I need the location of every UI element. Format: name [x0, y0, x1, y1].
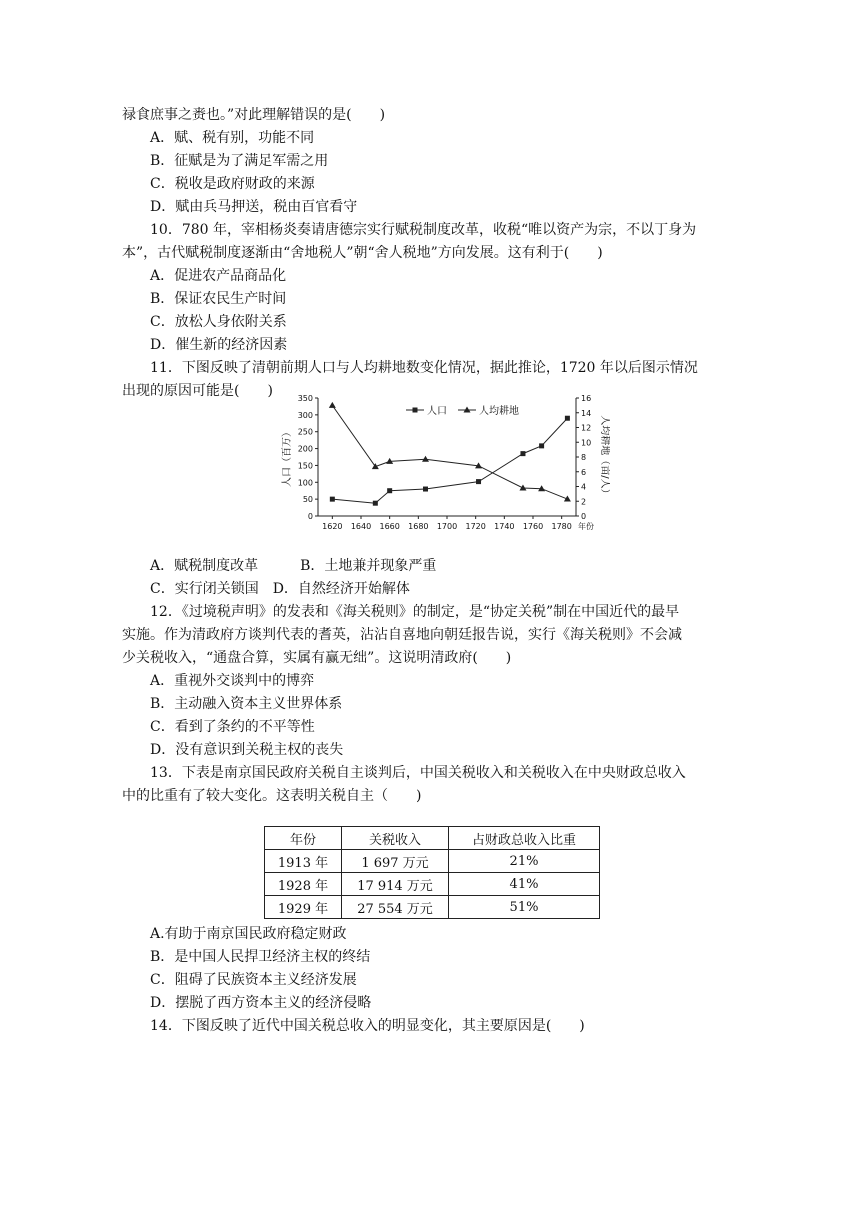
q13-option-a: A.有助于南京国民政府稳定财政: [150, 926, 347, 942]
legend-marker-population: [413, 408, 418, 413]
table-header-year: 年份: [265, 827, 342, 850]
table-cell: 1928 年: [265, 873, 342, 896]
table-cell: 1913 年: [265, 850, 342, 873]
q9-option-c: C．税收是政府财政的来源: [150, 176, 315, 192]
q11-options-cd: C．实行闭关锁国 D．自然经济开始解体: [150, 581, 410, 597]
q13-stem-1: 13．下表是南京国民政府关税自主谈判后，中国关税收入和关税收入在中央财政总收入: [150, 765, 686, 781]
right-tick-label: 12: [581, 423, 592, 433]
farmland-point: [422, 456, 429, 462]
x-tick-label: 1720: [465, 522, 486, 531]
left-tick-label: 0: [307, 512, 313, 521]
q12-stem-2: 实施。作为清政府方谈判代表的耆英，沾沾自喜地向朝廷报告说，实行《海关税则》不会减: [122, 627, 682, 643]
population-point: [476, 479, 481, 484]
population-farmland-chart: [270, 388, 610, 538]
left-tick-label: 200: [297, 444, 313, 454]
q12-option-b: B．主动融入资本主义世界体系: [150, 696, 343, 712]
q11-stem-1: 11．下图反映了清朝前期人口与人均耕地数变化情况，据此推论，1720 年以后图示情况: [150, 360, 698, 376]
table-row: [265, 850, 600, 873]
x-tick-label: 1640: [350, 522, 372, 531]
right-tick-label: 0: [581, 512, 587, 521]
table-cell: 21%: [449, 850, 600, 873]
table-cell: 1 697 万元: [342, 850, 449, 873]
series-line-1: [332, 418, 567, 503]
q10-stem-2: 本”，古代赋税制度逐渐由“舍地税人”朝“舍人税地”方向发展。这有利于( ): [122, 245, 603, 261]
left-axis-label: 人口（百万）: [282, 427, 293, 487]
left-tick-label: 250: [297, 427, 313, 437]
table-cell: 41%: [449, 873, 600, 896]
q9-stem-end: 禄食庶事之赉也。”对此理解错误的是( ): [122, 107, 386, 123]
population-point: [373, 501, 378, 506]
x-tick-label: 1740: [494, 522, 515, 531]
right-axis-label: 人均耕地（亩/人）: [599, 415, 610, 499]
q13-option-b: B．是中国人民捍卫经济主权的终结: [150, 949, 371, 965]
x-tick-label: 1680: [408, 522, 429, 531]
right-tick-label: 6: [581, 467, 587, 477]
left-tick-label: 150: [297, 461, 313, 471]
q9-option-b: B．征赋是为了满足军需之用: [150, 153, 329, 169]
population-point: [330, 497, 335, 502]
legend-label-population: 人口: [427, 406, 447, 417]
q10-option-c: C．放松人身依附关系: [150, 314, 287, 330]
x-tick-label: 1620: [322, 522, 343, 531]
series-line-2: [332, 405, 567, 499]
left-tick-label: 350: [297, 394, 313, 403]
left-tick-label: 50: [302, 495, 313, 505]
left-tick-label: 100: [297, 478, 313, 488]
table-cell: 51%: [449, 896, 600, 919]
x-tick-label: 1780: [551, 522, 572, 531]
q11-options-ab: A．赋税制度改革 B．土地兼并现象严重: [150, 558, 437, 574]
q13-option-d: D．摆脱了西方资本主义的经济侵略: [150, 995, 372, 1011]
farmland-point: [329, 402, 336, 408]
legend-label-farmland: 人均耕地: [479, 406, 519, 417]
right-tick-label: 4: [581, 482, 587, 492]
q12-stem-1: 12．《过境税声明》的发表和《海关税则》的制定，是“协定关税”制在中国近代的最早: [150, 604, 680, 620]
q13-stem-2: 中的比重有了较大变化。这表明关税自主（ ): [122, 788, 422, 804]
q12-stem-3: 少关税收入，“通盘合算，实属有赢无绌”。这说明清政府( ): [122, 650, 512, 666]
table-row: [265, 873, 600, 896]
right-tick-label: 14: [581, 408, 592, 418]
q10-option-d: D．催生新的经济因素: [150, 337, 288, 353]
table-header-revenue: 关税收入: [342, 827, 449, 850]
x-tick-label: 1700: [436, 522, 458, 531]
table-header-row: [265, 827, 600, 850]
table-cell: 1929 年: [265, 896, 342, 919]
q10-option-b: B．保证农民生产时间: [150, 291, 287, 307]
left-tick-label: 300: [297, 410, 313, 420]
x-tick-label: 1660: [379, 522, 400, 531]
population-point: [520, 451, 525, 456]
farmland-point: [519, 484, 526, 490]
right-tick-label: 2: [581, 497, 587, 507]
right-tick-label: 16: [581, 394, 592, 403]
x-tick-label: 1760: [522, 522, 544, 531]
q11-stem-2: 出现的原因可能是( ): [122, 383, 273, 399]
q9-option-a: A．赋、税有别，功能不同: [150, 130, 315, 146]
table-cell: 17 914 万元: [342, 873, 449, 896]
table-row: [265, 896, 600, 919]
q9-option-d: D．赋由兵马押送，税由百官看守: [150, 199, 358, 215]
population-point: [423, 487, 428, 492]
population-point: [387, 488, 392, 493]
q10-stem-1: 10．780 年，宰相杨炎奏请唐德宗实行赋税制度改革，收税“唯以资产为宗，不以丁身为: [150, 222, 697, 238]
q12-option-d: D．没有意识到关税主权的丧失: [150, 742, 344, 758]
x-axis-label: 年份: [578, 522, 594, 531]
population-point: [539, 443, 544, 448]
q12-option-c: C．看到了条约的不平等性: [150, 719, 315, 735]
q13-option-c: C．阻碍了民族资本主义经济发展: [150, 972, 357, 988]
right-tick-label: 8: [581, 453, 587, 462]
table-header-share: 占财政总收入比重: [449, 827, 600, 850]
q10-option-a: A．促进农产品商品化: [150, 268, 287, 284]
q12-option-a: A．重视外交谈判中的博弈: [150, 673, 315, 689]
q14-stem-1: 14．下图反映了近代中国关税总收入的明显变化，其主要原因是( ): [150, 1018, 585, 1034]
tariff-table: [264, 826, 600, 919]
right-tick-label: 10: [581, 438, 592, 448]
population-point: [565, 416, 570, 421]
table-cell: 27 554 万元: [342, 896, 449, 919]
